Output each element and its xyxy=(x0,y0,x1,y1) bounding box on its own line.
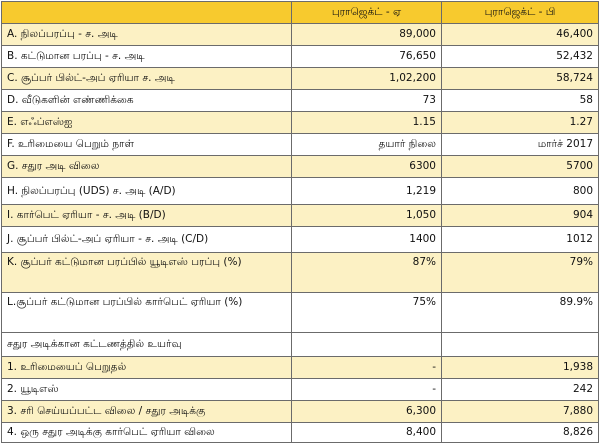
project-a-value: - xyxy=(292,357,442,379)
row-label: G. சதுர அடி விலை xyxy=(2,156,292,178)
project-b-value: 8,826 xyxy=(442,423,599,443)
project-a-value: 73 xyxy=(292,90,442,112)
project-a-value: 89,000 xyxy=(292,24,442,46)
row-label: 1. உரிமையைப் பெறுதல் xyxy=(2,357,292,379)
row-label: C. சூப்பர் பில்ட்-அப் ஏரியா ச. அடி xyxy=(2,68,292,90)
table-row xyxy=(2,293,599,333)
row-label: 3. சரி செய்யப்பட்ட விலை / சதுர அடிக்கு xyxy=(2,401,292,423)
project-a-value: - xyxy=(292,379,442,401)
table-row xyxy=(2,401,599,423)
row-label: J. சூப்பர் பில்ட்-அப் ஏரியா - ச. அடி (C/D) xyxy=(2,227,292,253)
row-label: F. உரிமையை பெறும் நாள் xyxy=(2,134,292,156)
table-row xyxy=(2,227,599,253)
header-project-a: புராஜெக்ட் - ஏ xyxy=(292,2,442,24)
table-row xyxy=(2,205,599,227)
project-b-value: 46,400 xyxy=(442,24,599,46)
project-b-value: 904 xyxy=(442,205,599,227)
header-label-cell xyxy=(2,2,292,24)
project-b-value: 1,938 xyxy=(442,357,599,379)
row-label: H. நிலப்பரப்பு (UDS) ச. அடி (A/D) xyxy=(2,178,292,205)
project-b-value: 58,724 xyxy=(442,68,599,90)
section-row xyxy=(2,333,599,357)
row-label: K. சூப்பர் கட்டுமான பரப்பில் யூடிஎஸ் பரப்பு (%) xyxy=(2,253,292,293)
row-label: E. எஃப்எஸ்ஐ xyxy=(2,112,292,134)
project-b-value: 5700 xyxy=(442,156,599,178)
project-b-value: 242 xyxy=(442,379,599,401)
table-row xyxy=(2,253,599,293)
row-label: A. நிலப்பரப்பு - ச. அடி xyxy=(2,24,292,46)
table-row xyxy=(2,68,599,90)
project-a-value: 6,300 xyxy=(292,401,442,423)
project-a-value: 1,219 xyxy=(292,178,442,205)
table-row xyxy=(2,178,599,205)
project-b-value: 7,880 xyxy=(442,401,599,423)
table-row xyxy=(2,357,599,379)
project-a-value: தயார் நிலை xyxy=(292,134,442,156)
table-row xyxy=(2,24,599,46)
header-project-b: புராஜெக்ட் - பி xyxy=(442,2,599,24)
project-a-value: 1,02,200 xyxy=(292,68,442,90)
table-row xyxy=(2,379,599,401)
section-empty-a xyxy=(292,333,442,357)
project-b-value: 58 xyxy=(442,90,599,112)
project-a-value: 1400 xyxy=(292,227,442,253)
table-row xyxy=(2,112,599,134)
header-row xyxy=(2,2,599,24)
section-empty-b xyxy=(442,333,599,357)
table-row xyxy=(2,423,599,443)
project-b-value: 52,432 xyxy=(442,46,599,68)
project-b-value: 79% xyxy=(442,253,599,293)
project-a-value: 6300 xyxy=(292,156,442,178)
project-b-value: மார்ச் 2017 xyxy=(442,134,599,156)
project-b-value: 1012 xyxy=(442,227,599,253)
row-label: 2. யூடிஎஸ் xyxy=(2,379,292,401)
row-label: B. கட்டுமான பரப்பு - ச. அடி xyxy=(2,46,292,68)
project-a-value: 75% xyxy=(292,293,442,333)
table-row xyxy=(2,46,599,68)
project-b-value: 89.9% xyxy=(442,293,599,333)
project-b-value: 1.27 xyxy=(442,112,599,134)
project-a-value: 87% xyxy=(292,253,442,293)
section-title: சதுர அடிக்கான கட்டணத்தில் உயர்வு xyxy=(2,333,292,357)
row-label: I. கார்பெட் ஏரியா - ச. அடி (B/D) xyxy=(2,205,292,227)
comparison-table xyxy=(1,1,599,443)
row-label: 4. ஒரு சதுர அடிக்கு கார்பெட் ஏரியா விலை xyxy=(2,423,292,443)
project-a-value: 1,050 xyxy=(292,205,442,227)
project-a-value: 76,650 xyxy=(292,46,442,68)
table-row xyxy=(2,90,599,112)
table-row xyxy=(2,134,599,156)
project-b-value: 800 xyxy=(442,178,599,205)
project-a-value: 1.15 xyxy=(292,112,442,134)
row-label: D. வீடுகளின் எண்ணிக்கை xyxy=(2,90,292,112)
project-a-value: 8,400 xyxy=(292,423,442,443)
table-row xyxy=(2,156,599,178)
row-label: L.சூப்பர் கட்டுமான பரப்பில் கார்பெட் ஏரியா (%) xyxy=(2,293,292,333)
